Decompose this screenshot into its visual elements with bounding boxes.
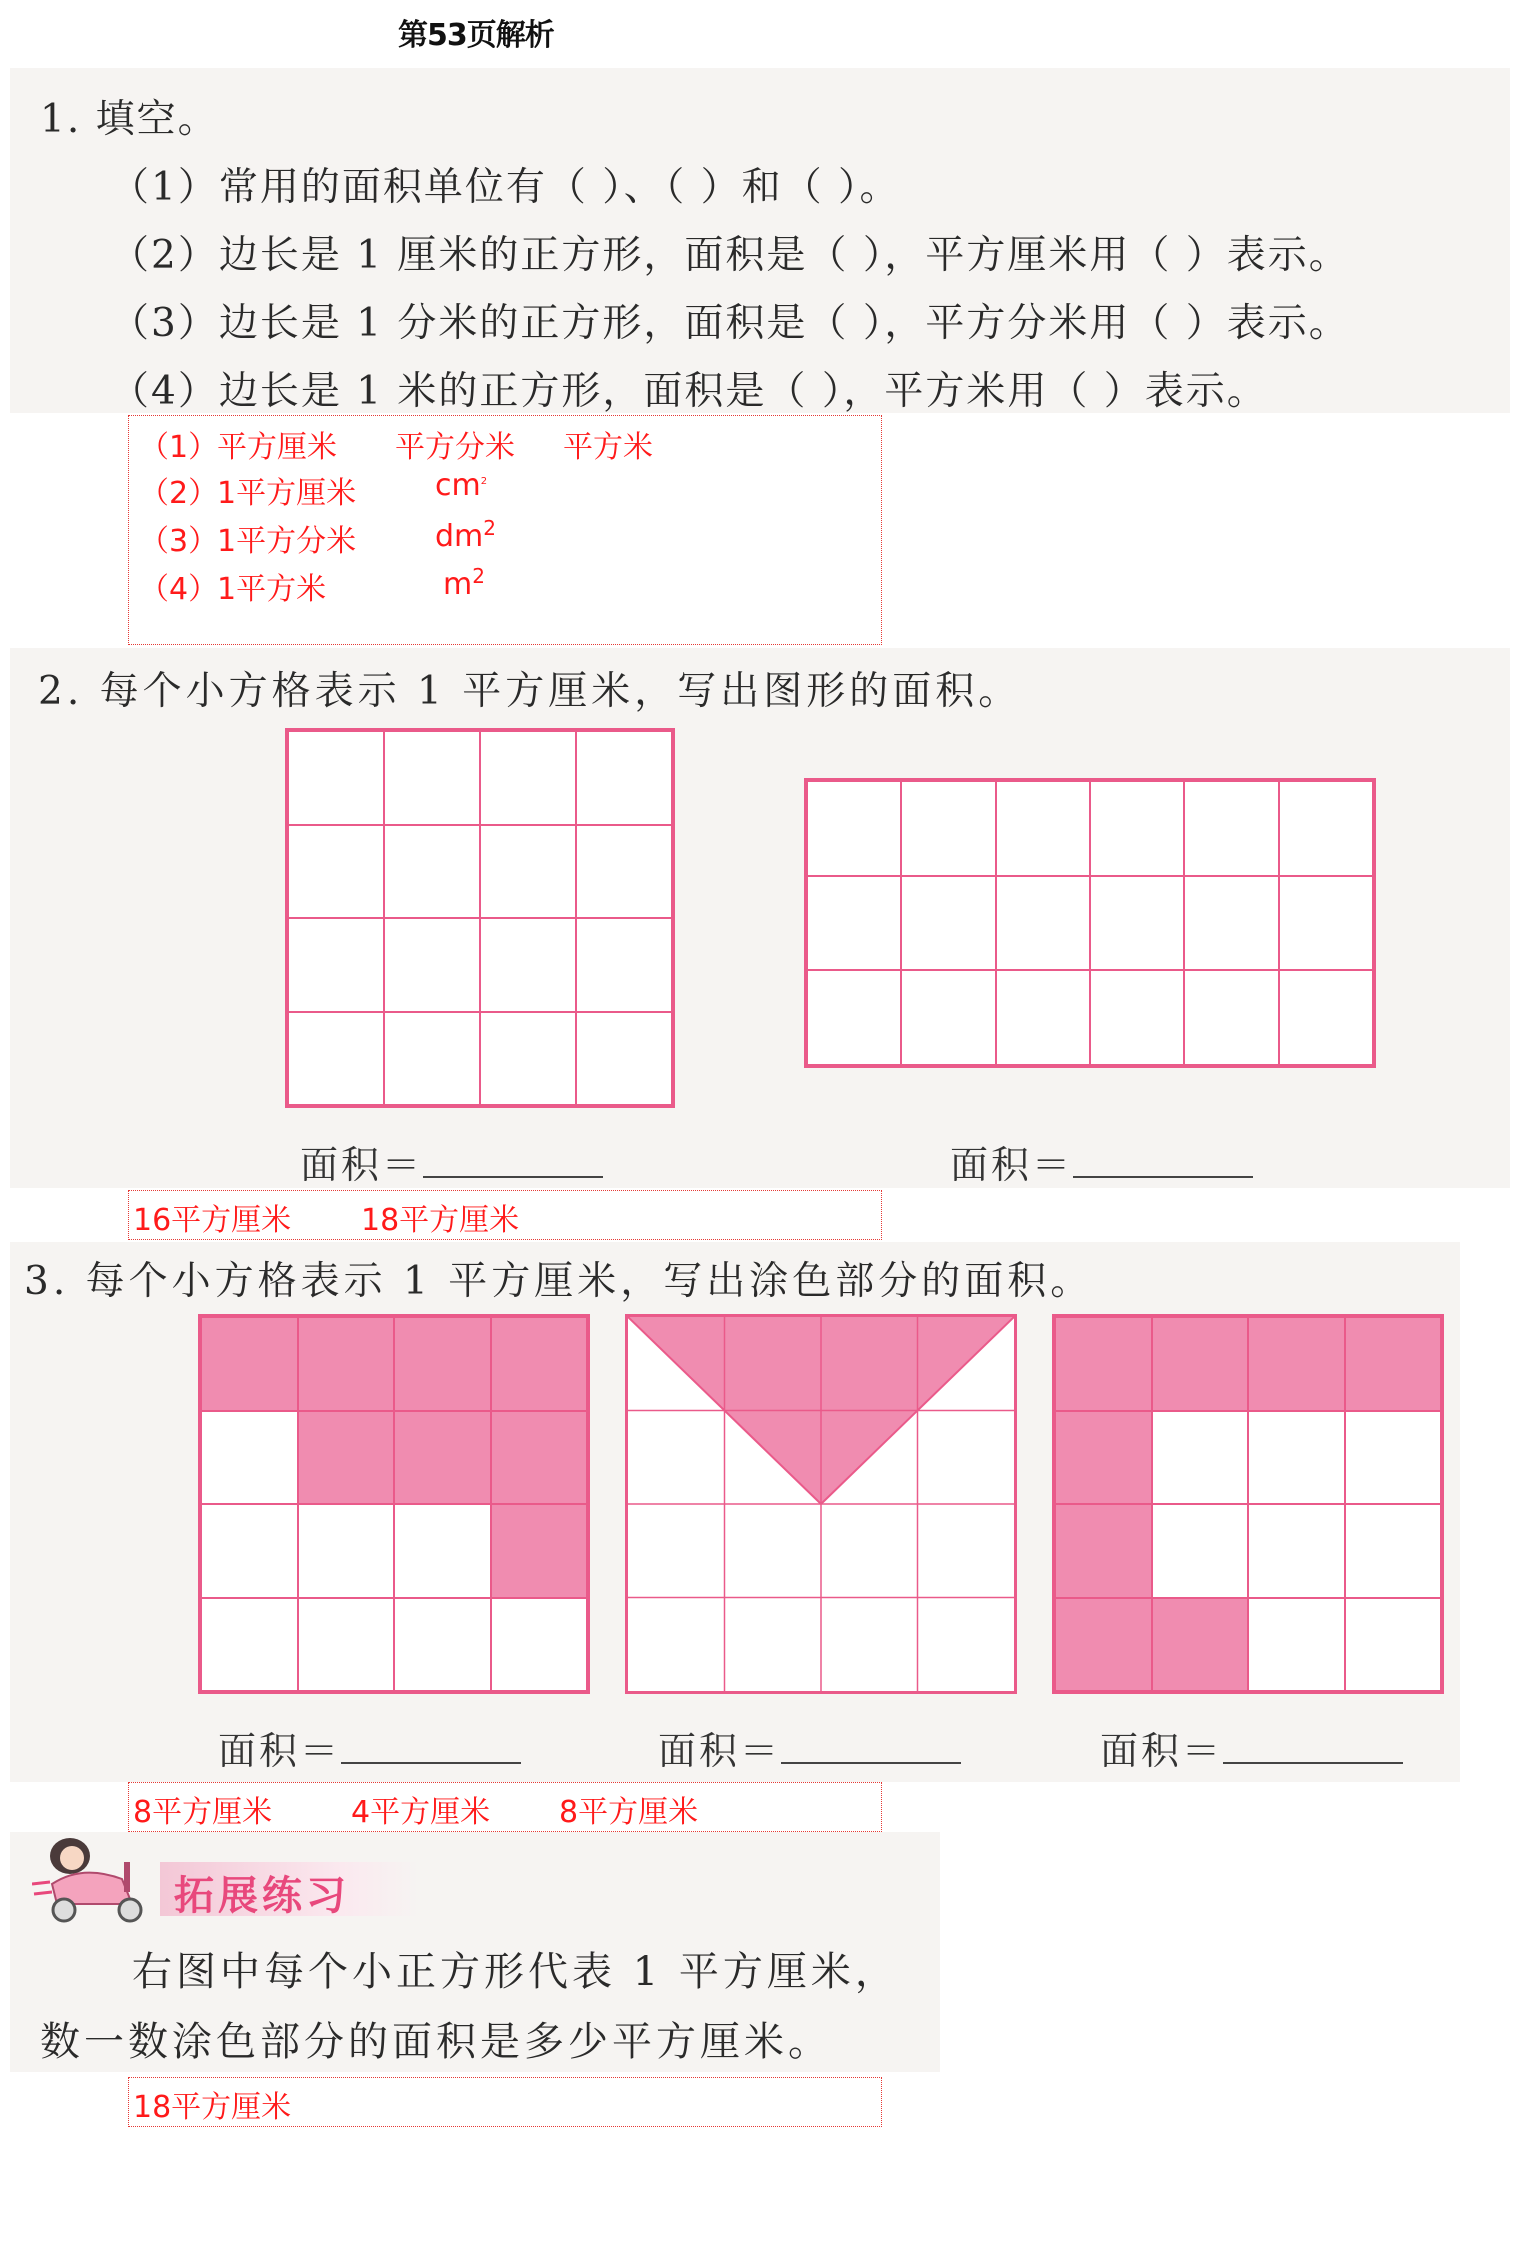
shaded-grid-3 — [1052, 1314, 1444, 1694]
grid-cell — [480, 731, 576, 825]
grid-cell-shaded — [201, 1317, 298, 1411]
q3-heading: 3. 每个小方格表示 1 平方厘米，写出涂色部分的面积。 — [24, 1259, 1094, 1304]
grid-cell — [288, 1012, 384, 1106]
q2-answer-2: 18平方厘米 — [361, 1203, 520, 1238]
grid-cell — [288, 825, 384, 919]
grid-cell-shaded — [1248, 1317, 1345, 1411]
grid-cell — [201, 1411, 298, 1505]
grid-cell-shaded — [1055, 1411, 1152, 1505]
grid-cell-shaded — [394, 1411, 491, 1505]
grid-cell — [996, 970, 1090, 1065]
square-grid-4x4 — [285, 728, 675, 1108]
grid-cell — [901, 781, 995, 876]
grid-cell-shaded — [1055, 1598, 1152, 1692]
q3-answer-3: 8平方厘米 — [559, 1795, 699, 1830]
extension-answer-box — [128, 2077, 882, 2127]
grid-cell — [576, 825, 672, 919]
q1-ans-2-a: 1平方厘米 — [217, 476, 357, 511]
grid-cell-shaded — [1152, 1598, 1249, 1692]
grid-cell — [394, 1504, 491, 1598]
grid-cell — [807, 781, 901, 876]
grid-cell — [1184, 876, 1278, 971]
rectangle-grid-3x6 — [804, 778, 1376, 1068]
question-1-scan — [10, 68, 1510, 413]
q1-line-1: （1）常用的面积单位有（ ）、（ ）和（ ）。 — [110, 165, 901, 210]
grid-cell — [901, 970, 995, 1065]
q2-area-label-2: 面积＝ — [950, 1134, 1253, 1189]
grid-cell — [384, 1012, 480, 1106]
grid-cell-shaded — [491, 1317, 588, 1411]
q3-answer-1: 8平方厘米 — [133, 1795, 273, 1830]
grid-cell — [1248, 1411, 1345, 1505]
grid-cell — [1248, 1504, 1345, 1598]
grid-cell — [480, 825, 576, 919]
shaded-grid-1 — [198, 1314, 590, 1694]
grid-cell — [1248, 1598, 1345, 1692]
q1-line-2: （2）边长是 1 厘米的正方形，面积是（ ），平方厘米用（ ）表示。 — [110, 233, 1350, 278]
grid-cell — [1279, 781, 1373, 876]
grid-cell — [996, 876, 1090, 971]
question-3-scan — [10, 1242, 1460, 1782]
q1-ans-3-b: $dm^2$ — [435, 516, 497, 554]
grid-cell — [1345, 1411, 1442, 1505]
grid-cell — [491, 1598, 588, 1692]
extension-scan — [10, 1832, 940, 2072]
extension-banner-text: 拓展练习 — [174, 1873, 350, 1919]
grid-cell — [1090, 970, 1184, 1065]
q1-answer-box — [128, 415, 882, 645]
q3-area-label-3: 面积＝ — [1100, 1720, 1403, 1775]
grid-cell — [1279, 970, 1373, 1065]
q2-answer-box — [128, 1190, 882, 1240]
grid-cell — [1184, 781, 1278, 876]
q1-ans-3-label: （3） — [139, 524, 219, 559]
extension-line-2: 数一数涂色部分的面积是多少平方厘米。 — [40, 2019, 832, 2065]
extension-line-1: 右图中每个小正方形代表 1 平方厘米， — [132, 1949, 899, 1995]
q2-answer-1: 16平方厘米 — [133, 1203, 292, 1238]
q3-answer-box — [128, 1782, 882, 1832]
q1-ans-1-a: 平方厘米 — [217, 430, 337, 465]
grid-cell-shaded — [298, 1411, 395, 1505]
q1-ans-2-label: （2） — [139, 476, 219, 511]
grid-cell-shaded — [1152, 1317, 1249, 1411]
grid-cell — [1345, 1504, 1442, 1598]
q1-ans-4-label: （4） — [139, 572, 219, 607]
grid-cell — [576, 1012, 672, 1106]
grid-cell — [298, 1504, 395, 1598]
grid-cell — [480, 1012, 576, 1106]
q2-area-label-1: 面积＝ — [300, 1134, 603, 1189]
grid-cell-shaded — [1345, 1317, 1442, 1411]
grid-cell-shaded — [1055, 1504, 1152, 1598]
grid-cell — [1090, 781, 1184, 876]
q3-answer-2: 4平方厘米 — [351, 1795, 491, 1830]
q1-ans-2-b: $cm^2$ — [435, 468, 488, 503]
q1-ans-4-a: 1平方米 — [217, 572, 327, 607]
grid-cell — [1279, 876, 1373, 971]
triangle-grid-svg — [628, 1317, 1014, 1691]
shaded-grid-2 — [625, 1314, 1017, 1694]
grid-cell — [384, 825, 480, 919]
grid-cell — [576, 731, 672, 825]
grid-cell — [1090, 876, 1184, 971]
grid-cell-shaded — [298, 1317, 395, 1411]
extension-answer: 18平方厘米 — [133, 2090, 292, 2125]
grid-cell-shaded — [394, 1317, 491, 1411]
q1-ans-1-b: 平方分米 — [395, 430, 515, 465]
grid-cell — [576, 918, 672, 1012]
grid-cell — [1345, 1598, 1442, 1692]
grid-cell — [298, 1598, 395, 1692]
grid-cell — [1184, 970, 1278, 1065]
grid-cell — [1152, 1504, 1249, 1598]
grid-cell — [384, 918, 480, 1012]
grid-cell — [996, 781, 1090, 876]
q1-ans-1-label: （1） — [139, 430, 219, 465]
grid-cell-shaded — [1055, 1317, 1152, 1411]
extension-banner — [160, 1862, 420, 1919]
scooter-girl-icon — [32, 1834, 162, 1924]
grid-cell-shaded — [491, 1411, 588, 1505]
grid-cell — [384, 731, 480, 825]
question-2-scan — [10, 648, 1510, 1188]
grid-cell-shaded — [491, 1504, 588, 1598]
q1-heading: 1. 填空。 — [40, 97, 219, 142]
q1-ans-1-c: 平方米 — [563, 430, 653, 465]
grid-cell — [807, 970, 901, 1065]
grid-cell — [901, 876, 995, 971]
q1-line-3: （3）边长是 1 分米的正方形，面积是（ ），平方分米用（ ）表示。 — [110, 301, 1350, 346]
grid-cell — [201, 1504, 298, 1598]
grid-cell — [288, 918, 384, 1012]
q3-area-label-2: 面积＝ — [658, 1720, 961, 1775]
q2-heading: 2. 每个小方格表示 1 平方厘米，写出图形的面积。 — [38, 669, 1022, 714]
q3-area-label-1: 面积＝ — [218, 1720, 521, 1775]
q1-ans-3-a: 1平方分米 — [217, 524, 357, 559]
grid-cell — [807, 876, 901, 971]
page-title: 第53页解析 — [398, 18, 554, 53]
q1-ans-4-b: $m^2$ — [443, 564, 485, 602]
grid-cell — [480, 918, 576, 1012]
grid-cell — [288, 731, 384, 825]
grid-cell — [1152, 1411, 1249, 1505]
grid-cell — [201, 1598, 298, 1692]
grid-cell — [394, 1598, 491, 1692]
q1-line-4: （4）边长是 1 米的正方形，面积是（ ），平方米用（ ）表示。 — [110, 369, 1268, 414]
